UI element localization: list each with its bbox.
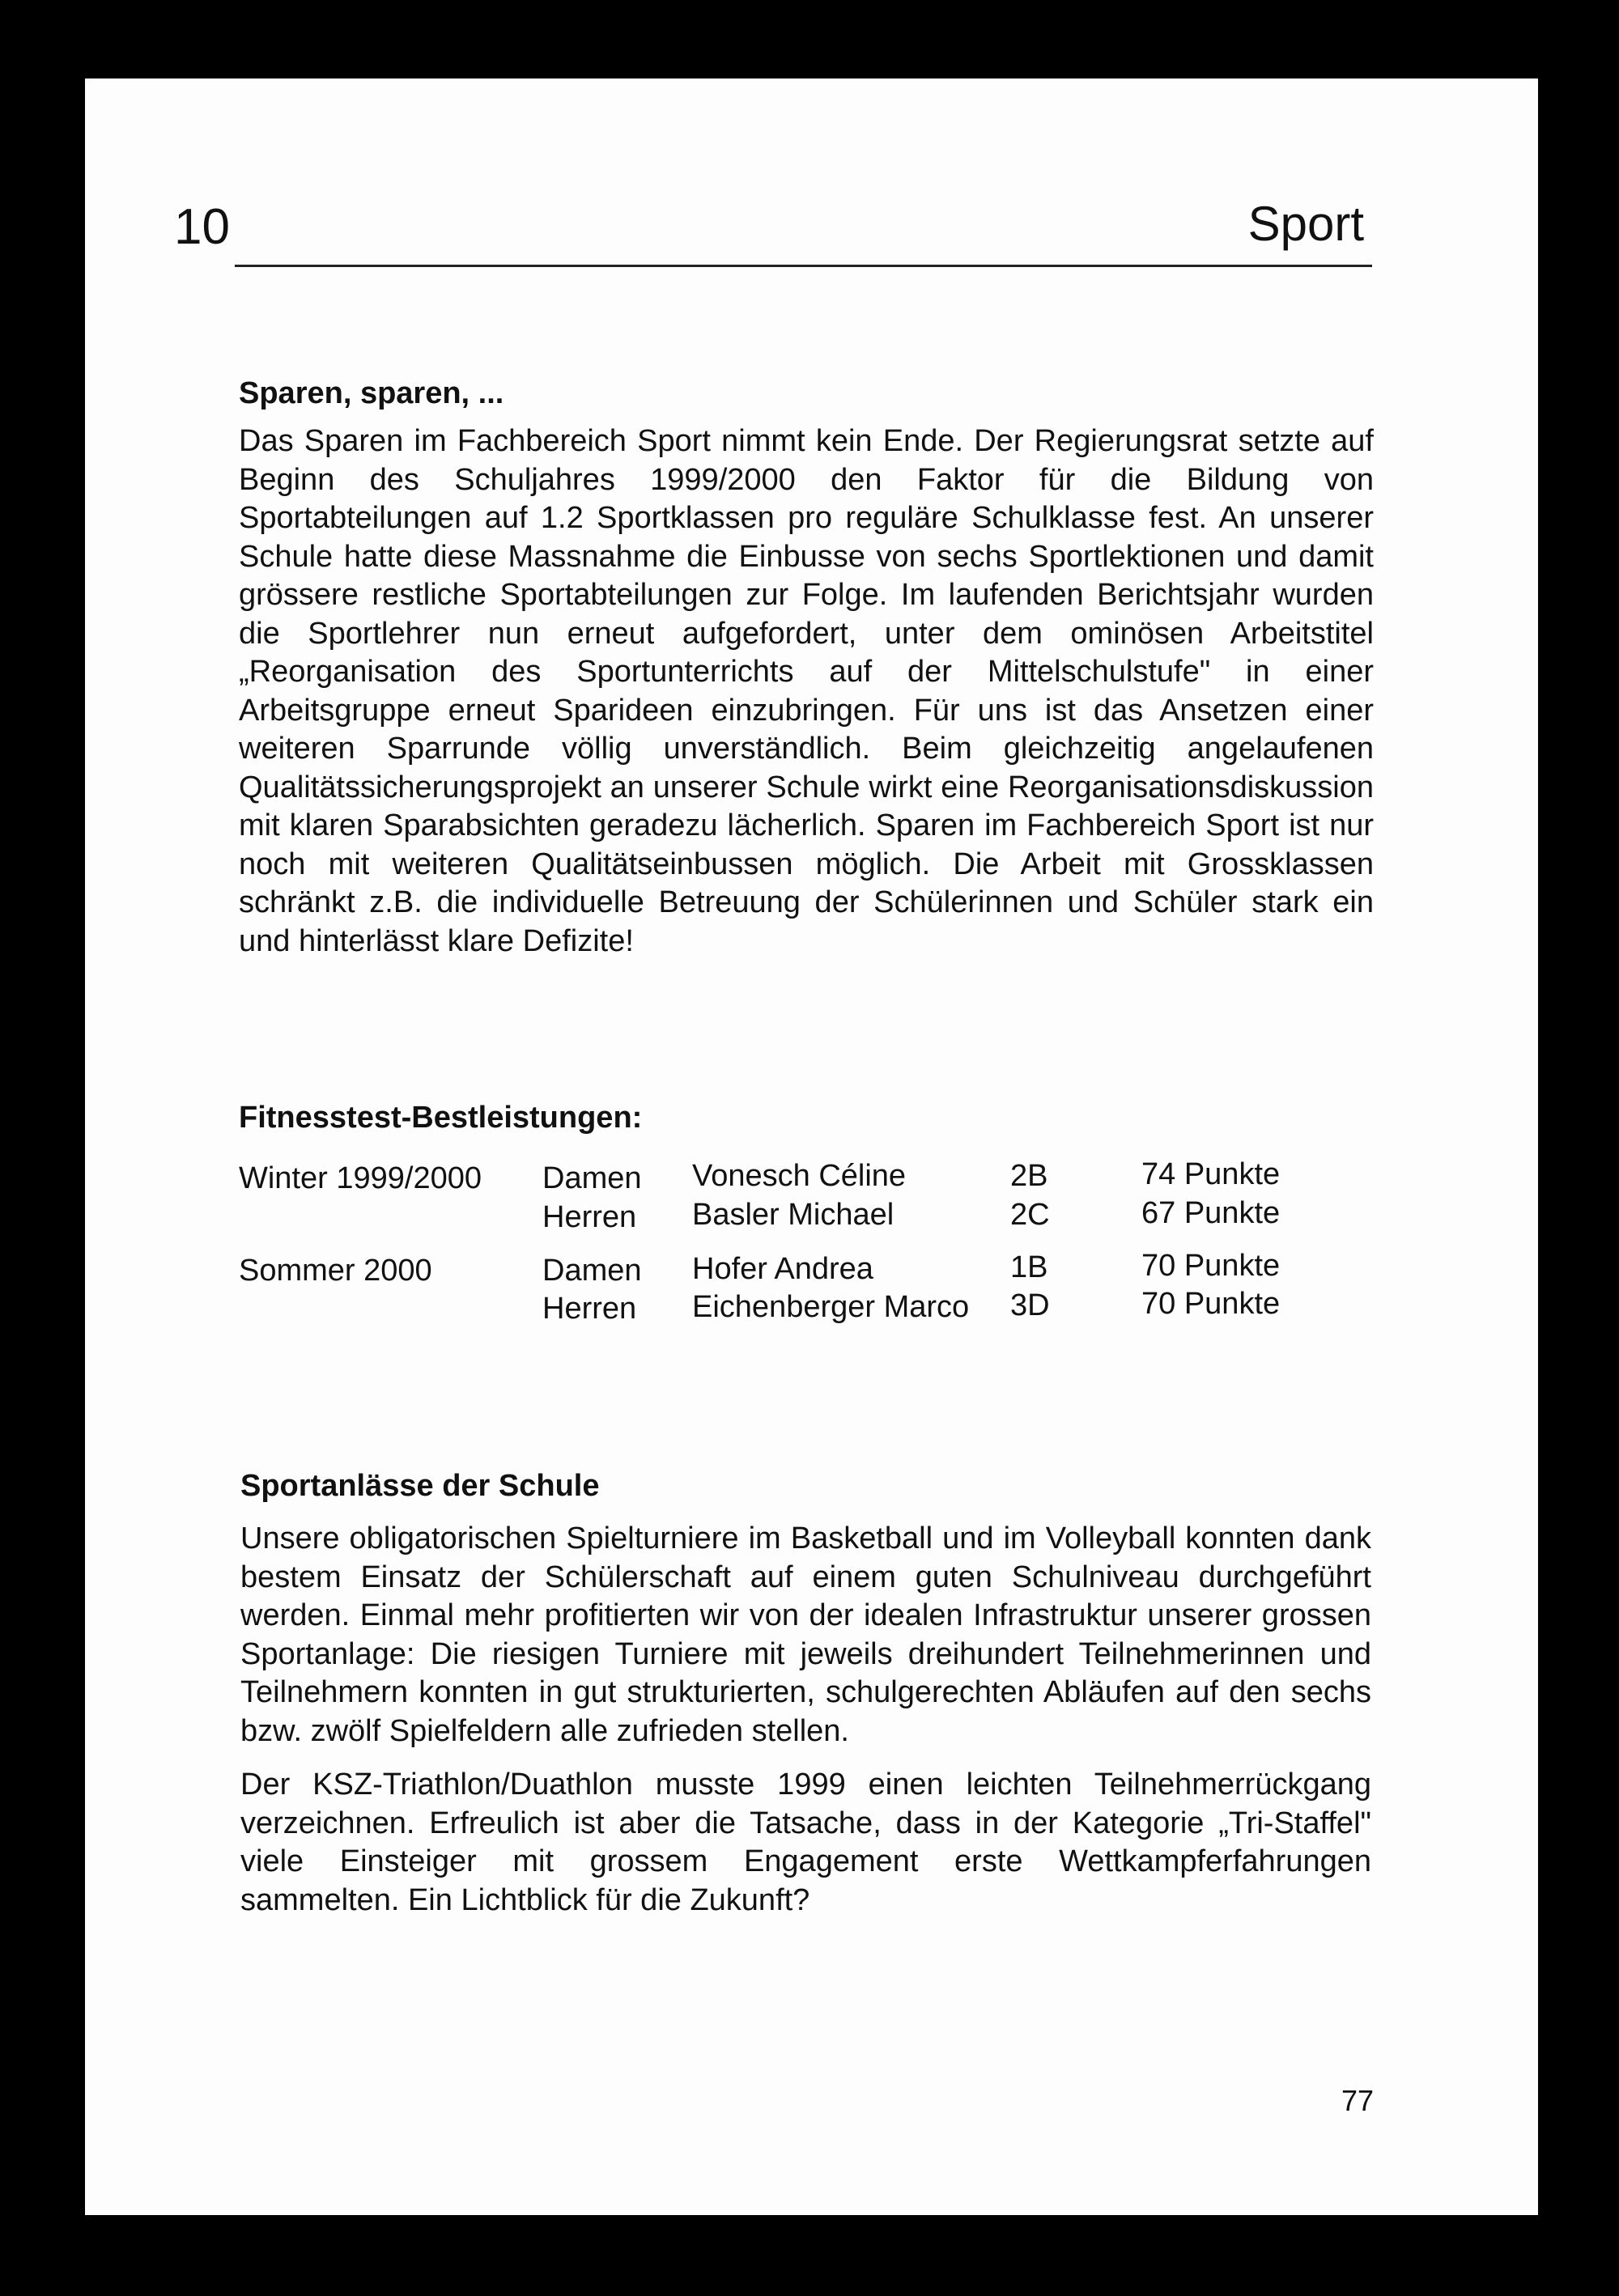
season-cell: Sommer 2000 <box>239 1254 432 1288</box>
section-heading-sparen: Sparen, sparen, ... <box>239 376 504 410</box>
name-cell: Vonesch Céline <box>692 1159 907 1193</box>
section-heading-fitnesstest: Fitnesstest-Bestleistungen: <box>239 1101 643 1135</box>
document-page <box>85 79 1538 2215</box>
section-heading-sportanlaesse: Sportanlässe der Schule <box>240 1469 600 1503</box>
paragraph-triathlon: Der KSZ-Triathlon/Duathlon musste 1999 einen leichten Teilnehmerrückgang verzeichnen. Erfreulich ist aber die Tatsache, dass in der Kategorie „Tri-Staffel" viele Einsteiger mit grossem Engagement erste Wettkampferfahrungen sammelten. Ein Lichtblick für die Zukunft? <box>240 1768 1371 1917</box>
points-cell: 70 Punkte <box>1141 1249 1281 1283</box>
paragraph-sparen: Das Sparen im Fachbereich Sport nimmt kein Ende. Der Regierungsrat setzte auf Beginn des Schuljahres 1999/2000 den Faktor für die Bildung von Sportabteilungen auf 1.2 Sportklassen pro reguläre Schulklasse fest. An unserer Schule hatte diese Massnahme die Einbusse von sechs Sportlektionen und damit grössere restliche Sportabteilungen zur Folge. Im laufenden Berichtsjahr wurden die Sportlehrer nun erneut aufgefordert, unter dem ominösen Arbeitstitel „Reorganisation des Sportunterrichts auf der Mittelschulstufe" in einer Arbeitsgruppe erneut Sparideen einzubringen. Für uns ist das Ansetzen einer weiteren Sparrunde völlig unverständlich. Beim gleichzeitig angelaufenen Qualitätssicherungsprojekt an unserer Schule wirkt eine Reorganisationsdiskussion mit klaren Sparabsichten geradezu lächerlich. Sparen im Fachbereich Sport ist nur noch mit weiteren Qualitätseinbussen möglich. Die Arbeit mit Grossklassen schränkt z.B. die individuelle Betreuung der Schülerinnen und Schüler stark ein und hinterlässt klare Defizite! <box>239 424 1374 958</box>
header-rule <box>235 265 1372 267</box>
points-cell: 70 Punkte <box>1141 1287 1281 1321</box>
category-cell: Herren <box>542 1200 637 1234</box>
season-cell: Winter 1999/2000 <box>239 1161 482 1195</box>
class-cell: 3D <box>1010 1288 1050 1322</box>
points-cell: 74 Punkte <box>1141 1157 1281 1191</box>
category-cell: Damen <box>542 1254 642 1288</box>
chapter-title: Sport <box>1247 197 1364 251</box>
category-cell: Damen <box>542 1161 642 1195</box>
category-cell: Herren <box>542 1292 637 1326</box>
class-cell: 2C <box>1010 1198 1050 1232</box>
name-cell: Hofer Andrea <box>692 1252 873 1286</box>
class-cell: 1B <box>1010 1250 1048 1284</box>
points-cell: 67 Punkte <box>1141 1196 1281 1230</box>
page-number: 77 <box>1341 2084 1375 2117</box>
name-cell: Basler Michael <box>692 1198 894 1232</box>
class-cell: 2B <box>1010 1159 1048 1193</box>
chapter-number: 10 <box>174 199 230 255</box>
paragraph-turniere: Unsere obligatorischen Spielturniere im Basketball und im Volleyball konnten dank bestem Einsatz der Schülerschaft auf einem guten Schulniveau durchgeführt werden. Einmal mehr profitierten wir von der idealen Infrastruktur unserer grossen Sportanlage: Die riesigen Turniere mit jeweils dreihundert Teilnehmerinnen und Teilnehmern konnten in gut strukturierten, schulgerechten Abläufen auf den sechs bzw. zwölf Spielfeldern alle zufrieden stellen. <box>240 1521 1371 1748</box>
name-cell: Eichenberger Marco <box>692 1290 970 1324</box>
